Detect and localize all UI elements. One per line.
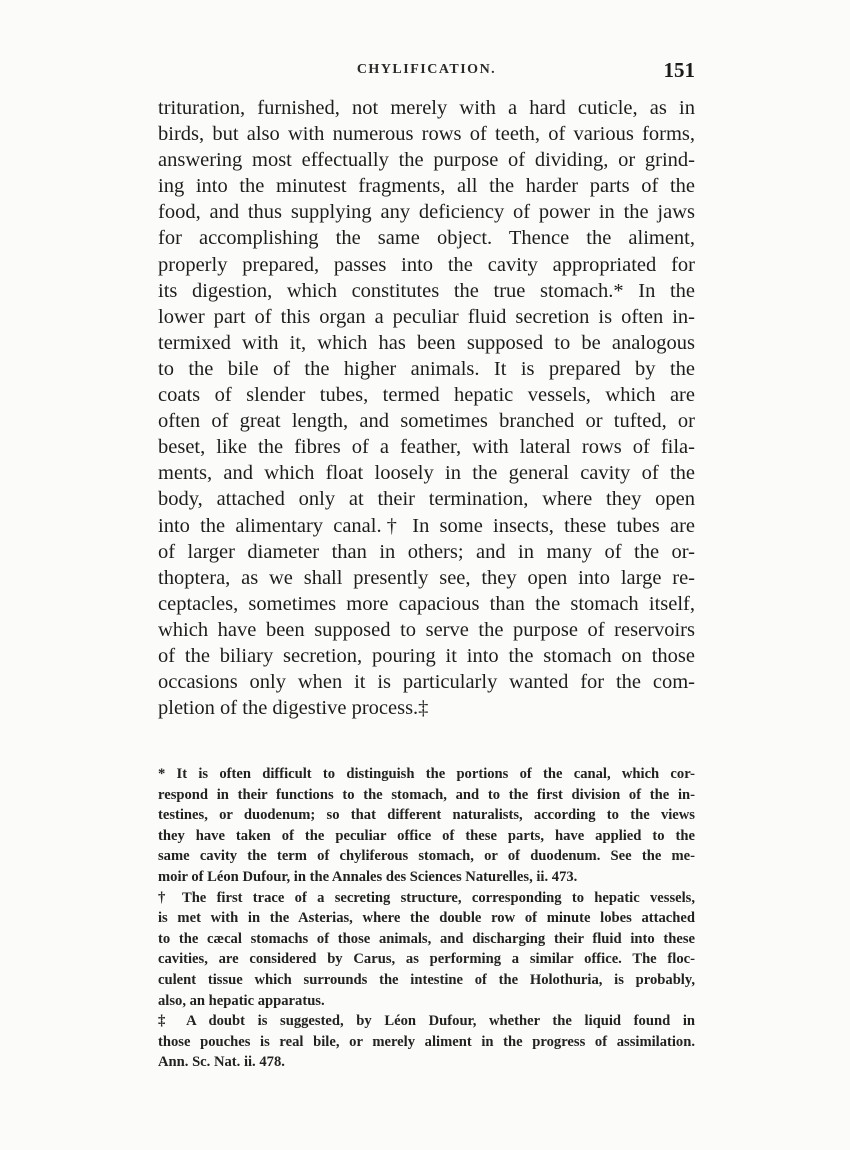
- footnote-line: respond in their functions to the stomach, and to the first division of the in-: [158, 786, 695, 803]
- body-line: lower part of this organ a peculiar fluid secretion is often in-: [158, 305, 695, 328]
- footnote-line: also, an hepatic apparatus.: [158, 992, 325, 1009]
- footnote-line: they have taken of the peculiar office of these parts, have applied to the: [158, 827, 695, 844]
- footnote-line: is met with in the Asterias, where the double row of minute lobes attached: [158, 910, 695, 927]
- body-line: of larger diameter than in others; and in many of the or-: [158, 540, 695, 563]
- body-line: beset, like the fibres of a feather, with lateral rows of fila-: [158, 436, 695, 459]
- footnote-line: to the cæcal stomachs of those animals, and discharging their fluid into these: [158, 930, 695, 947]
- body-line: to the bile of the higher animals. It is prepared by the: [158, 357, 695, 380]
- footnote-line: moir of Léon Dufour, in the Annales des Sciences Naturelles, ii. 473.: [158, 868, 578, 885]
- body-line: of the biliary secretion, pouring it into the stomach on those: [158, 644, 695, 667]
- body-line: trituration, furnished, not merely with a hard cuticle, as in: [158, 97, 695, 119]
- body-line: into the alimentary canal.† In some insects, these tubes are: [158, 514, 695, 537]
- body-line: which have been supposed to serve the purpose of reservoirs: [158, 618, 695, 641]
- body-line: body, attached only at their termination, where they open: [158, 488, 695, 511]
- body-line: occasions only when it is particularly wanted for the com-: [158, 671, 695, 694]
- body-line: its digestion, which constitutes the true stomach.* In the: [158, 279, 695, 302]
- body-line: often of great length, and sometimes branched or tufted, or: [158, 410, 695, 433]
- footnote-line: culent tissue which surrounds the intestine of the Holothuria, is probably,: [158, 971, 695, 988]
- body-line: ceptacles, sometimes more capacious than the stomach itself,: [158, 592, 695, 615]
- body-line: coats of slender tubes, termed hepatic vessels, which are: [158, 384, 695, 407]
- body-line: pletion of the digestive process.‡: [158, 697, 429, 720]
- footnote-line: * It is often difficult to distinguish the portions of the canal, which cor-: [158, 766, 695, 782]
- page-number: 151: [663, 58, 695, 82]
- body-line: properly prepared, passes into the cavity appropriated for: [158, 253, 695, 276]
- body-line: food, and thus supplying any deficiency of power in the jaws: [158, 201, 695, 224]
- footnote-line: cavities, are considered by Carus, as performing a similar office. The floc-: [158, 951, 695, 968]
- footnote-line: testines, or duodenum; so that different naturalists, according to the views: [158, 807, 695, 824]
- footnotes: [158, 764, 695, 1073]
- body-line: ing into the minutest fragments, all the harder parts of the: [158, 175, 695, 198]
- body-line: ments, and which float loosely in the general cavity of the: [158, 462, 695, 485]
- body-text: [158, 95, 695, 721]
- body-line: termixed with it, which has been supposed to be analogous: [158, 331, 695, 354]
- body-line: for accomplishing the same object. Thence the aliment,: [158, 227, 695, 250]
- running-head: CHYLIFICATION.: [356, 62, 497, 77]
- page-header: [158, 58, 695, 86]
- footnote-line: same cavity the term of chyliferous stomach, or of duodenum. See the me-: [158, 848, 695, 865]
- footnote-line: † The first trace of a secreting structure, corresponding to hepatic vessels,: [158, 889, 695, 906]
- body-line: birds, but also with numerous rows of teeth, of various forms,: [158, 123, 695, 146]
- footnote-line: those pouches is real bile, or merely aliment in the progress of assimilation.: [158, 1033, 695, 1050]
- footnote-line: ‡ A doubt is suggested, by Léon Dufour, whether the liquid found in: [158, 1013, 695, 1030]
- body-line: answering most effectually the purpose of dividing, or grind-: [158, 149, 695, 172]
- body-line: thoptera, as we shall presently see, they open into large re-: [158, 566, 695, 589]
- footnote-line: Ann. Sc. Nat. ii. 478.: [158, 1054, 285, 1071]
